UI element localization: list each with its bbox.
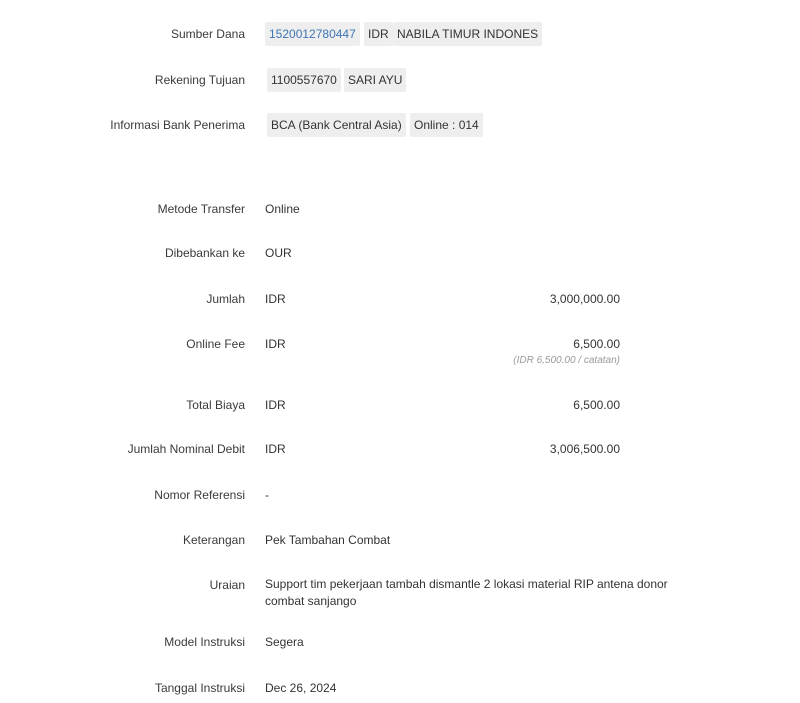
online-fee-currency: IDR <box>265 337 286 351</box>
source-account-number[interactable]: 1520012780447 <box>265 22 360 46</box>
nomor-referensi-value: - <box>265 488 269 502</box>
uraian-label: Uraian <box>209 578 245 592</box>
bank-name: BCA (Bank Central Asia) <box>267 113 406 137</box>
jumlah-nominal-debit-amount: 3,006,500.00 <box>549 442 620 456</box>
total-biaya-currency: IDR <box>265 398 286 412</box>
online-fee-amount: 6,500.00 <box>573 337 620 351</box>
jumlah-nominal-debit-label: Jumlah Nominal Debit <box>127 442 245 456</box>
metode-transfer-label: Metode Transfer <box>157 202 245 216</box>
total-biaya-label: Total Biaya <box>186 398 245 412</box>
online-fee-label: Online Fee <box>186 337 245 351</box>
uraian-value: Support tim pekerjaan tambah dismantle 2 lokasi material RIP antena donor combat sanjango <box>265 577 668 608</box>
bank-network: Online : 014 <box>410 113 483 137</box>
sumber-dana-label: Sumber Dana <box>170 27 245 41</box>
keterangan-label: Keterangan <box>182 533 245 547</box>
jumlah-amount: 3,000,000.00 <box>549 292 620 306</box>
model-instruksi-value: Segera <box>265 635 304 649</box>
dibebankan-ke-value: OUR <box>265 246 292 260</box>
destination-account-name: SARI AYU <box>344 68 406 92</box>
tanggal-instruksi-value: Dec 26, 2024 <box>265 681 337 695</box>
model-instruksi-label: Model Instruksi <box>164 635 245 649</box>
dibebankan-ke-label: Dibebankan ke <box>164 246 245 260</box>
jumlah-nominal-debit-currency: IDR <box>265 442 286 456</box>
keterangan-value: Pek Tambahan Combat <box>265 533 391 547</box>
rekening-tujuan-label: Rekening Tujuan <box>154 73 245 87</box>
informasi-bank-label: Informasi Bank Penerima <box>110 118 245 132</box>
jumlah-currency: IDR <box>265 292 286 306</box>
online-fee-note: (IDR 6,500.00 / catatan) <box>513 355 620 366</box>
jumlah-label: Jumlah <box>206 292 245 306</box>
source-account-name: NABILA TIMUR INDONES <box>393 22 542 46</box>
metode-transfer-value: Online <box>265 202 300 216</box>
total-biaya-amount: 6,500.00 <box>573 398 620 412</box>
tanggal-instruksi-label: Tanggal Instruksi <box>154 681 245 695</box>
nomor-referensi-label: Nomor Referensi <box>154 488 245 502</box>
destination-account-number: 1100557670 <box>267 68 341 92</box>
source-currency: IDR <box>364 22 393 46</box>
